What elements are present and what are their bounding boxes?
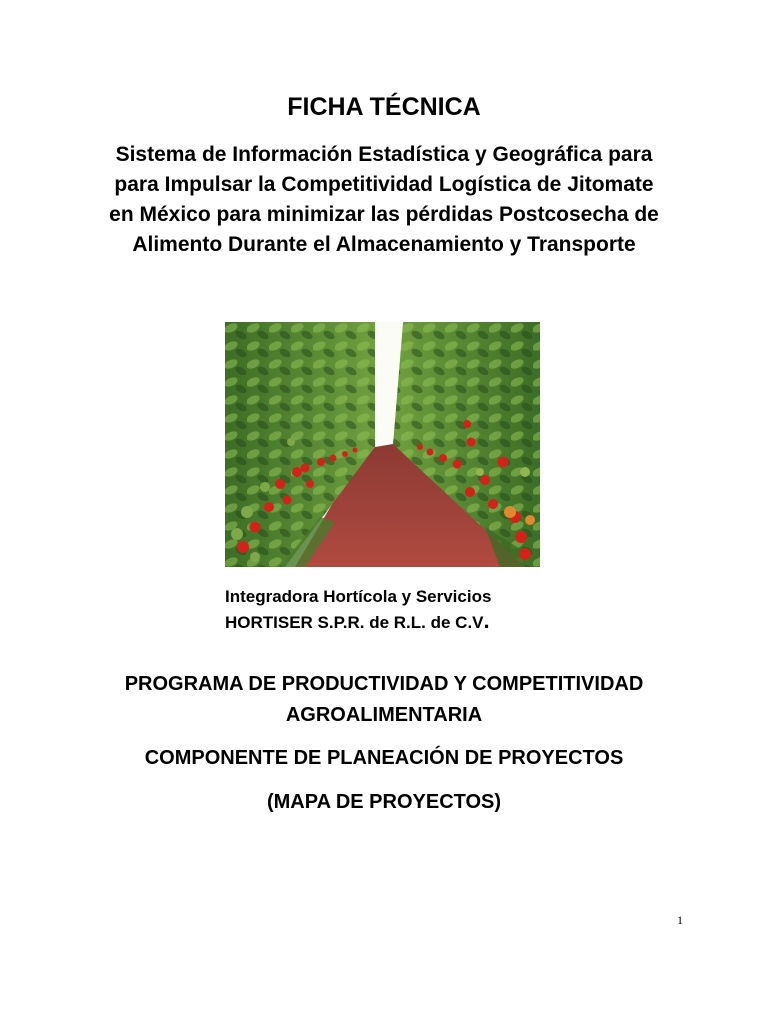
company-line-2: [225, 610, 645, 636]
program-title: [40, 669, 728, 731]
company-name: [225, 584, 645, 636]
program-line: PROGRAMA DE PRODUCTIVIDAD Y COMPETITIVIDAD: [124, 673, 644, 695]
subtitle-line: en México para minimizar las pérdidas Postcosecha de: [109, 203, 659, 226]
subtitle-line: Alimento Durante el Almacenamiento y Transporte: [132, 233, 636, 256]
component-title: COMPONENTE DE PLANEACIÓN DE PROYECTOS: [144, 747, 624, 769]
greenhouse-photo: [225, 322, 540, 567]
subtitle-line: Sistema de Información Estadística y Geográfica para: [115, 143, 653, 166]
document-subtitle: [60, 140, 708, 260]
map-label: (MAPA DE PROYECTOS): [266, 791, 502, 813]
company-line-2-text: HORTISER S.P.R. de R.L. de C.V: [225, 613, 484, 632]
company-line-2-end: .: [483, 608, 490, 633]
subtitle-line: para Impulsar la Competitividad Logística de Jitomate: [114, 173, 654, 196]
page-number: 1: [677, 913, 683, 927]
company-line-1: Integradora Hortícola y Servicios: [225, 587, 492, 606]
program-line: AGROALIMENTARIA: [285, 704, 483, 726]
document-title: FICHA TÉCNICA: [287, 93, 481, 121]
